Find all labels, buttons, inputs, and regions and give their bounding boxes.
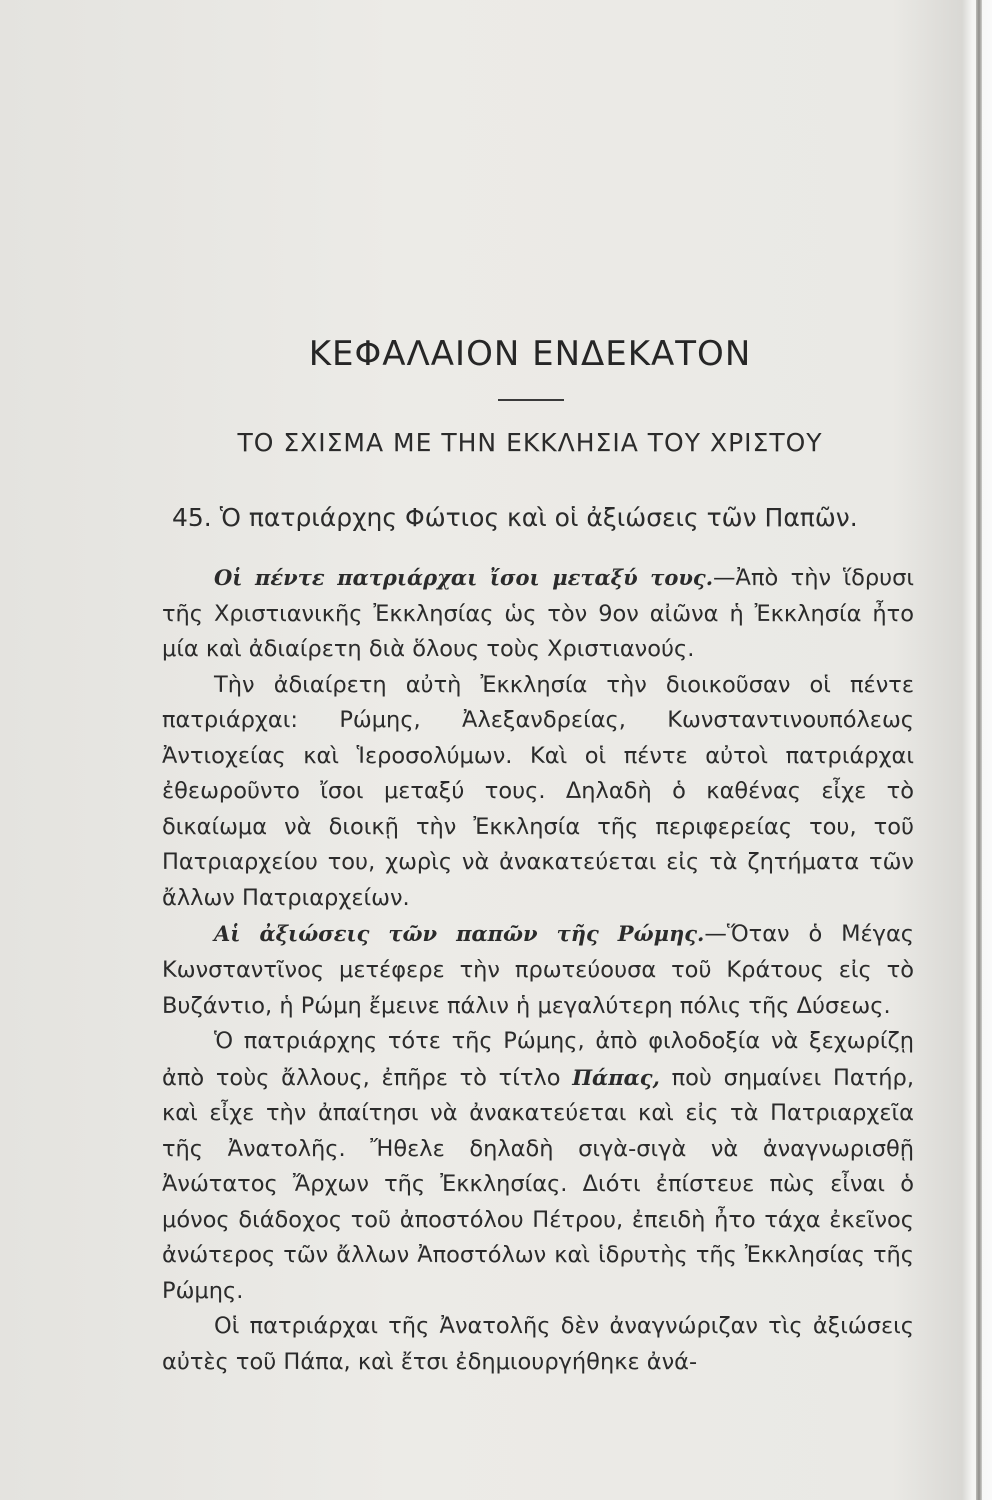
paragraph-text: Ὁ πατριάρχης τότε τῆς Ρώμης, ἀπὸ φιλοδοξία νὰ ξεχωρίζῃ ἀπὸ τοὺς ἄλλους, ἐπῆρε τὸ τίτλο <box>162 1028 914 1091</box>
chapter-title: ΚΕΦΑΛΑΙΟΝ ΕΝΔΕΚΑΤΟΝ <box>308 334 752 374</box>
paragraph-3 <box>162 916 914 1024</box>
paragraph-5 <box>162 1309 914 1380</box>
title-divider <box>498 399 564 401</box>
paragraph-text: Οἱ πατριάρχαι τῆς Ἀνατολῆς δὲν ἀναγνώριζαν τὶς ἀξιώσεις αὐτὲς τοῦ Πάπα, καὶ ἔτσι ἐδημιουργήθηκε ἀνά- <box>162 1313 914 1376</box>
body-text <box>162 560 914 1381</box>
paragraph-4 <box>162 1024 914 1309</box>
paragraph-text: Τὴν ἀδιαίρετη αὐτὴ Ἐκκλησία τὴν διοικοῦσαν οἱ πέντε πατριάρχαι: Ρώμης, Ἀλεξανδρείας, Κωνσταντινουπόλεως Ἀντιοχείας καὶ Ἱεροσολύμων. Καὶ οἱ πέντε αὐτοὶ πατριάρχαι ἐθεωροῦντο ἴσοι μεταξύ τους. Δηλαδὴ ὁ καθένας εἶχε τὸ δικαίωμα νὰ διοικῇ τὴν Ἐκκλησία τῆς περιφερείας του, τοῦ Πατριαρχείου του, χωρὶς νὰ ἀνακατεύεται εἰς τὰ ζητήματα τῶν ἄλλων Πατριαρχείων. <box>162 671 914 911</box>
papas-emphasis: Πάπας, <box>572 1064 660 1090</box>
paragraph-text: —Ἀπὸ τὴν ἵδρυσι τῆς Χριστιανικῆς Ἐκκλησίας ὡς τὸν 9ον αἰῶνα ἡ Ἐκκλησία ἦτο μία καὶ ἀδιαίρετη διὰ ὅλους τοὺς Χριστιανούς. <box>162 565 915 663</box>
paragraph-text: ποὺ σημαίνει Πατήρ, καὶ εἶχε τὴν ἀπαίτησι νὰ ἀνακατεύεται καὶ εἰς τὰ Πατριαρχεῖα τῆς Ἀνατολῆς. Ἤθελε δηλαδὴ σιγὰ-σιγὰ νὰ ἀναγνωρισθῇ Ἀνώτατος Ἄρχων τῆς Ἐκκλησίας. Διότι ἐπίστευε πὼς εἶναι ὁ μόνος διάδοχος τοῦ ἀποστόλου Πέτρου, ἐπειδὴ ἦτο τάχα ἐκεῖνος ἀνώτερος τῶν ἄλλων Ἀποστόλων καὶ ἱδρυτὴς τῆς Ἐκκλησίας τῆς Ρώμης. <box>162 1064 914 1304</box>
section-heading: 45. Ὁ πατριάρχης Φώτιος καὶ οἱ ἀξιώσεις τῶν Παπῶν. <box>172 503 858 532</box>
paragraph-1 <box>162 560 914 668</box>
page-edge <box>976 0 982 1500</box>
paragraph-2 <box>162 668 914 917</box>
paragraph-lead: Οἱ πέντε πατριάρχαι ἴσοι μεταξύ τους. <box>214 565 714 590</box>
paragraph-lead: Αἱ ἀξιώσεις τῶν παπῶν τῆς Ρώμης. <box>214 921 705 947</box>
chapter-subtitle: ΤΟ ΣΧΙΣΜΑ ΜΕ ΤΗΝ ΕΚΚΛΗΣΙΑ ΤΟΥ ΧΡΙΣΤΟΥ <box>237 428 823 457</box>
paragraph-text: —Ὅταν ὁ Μέγας Κωνσταντῖνος μετέφερε τὴν πρωτεύουσα τοῦ Κράτους εἰς τὸ Βυζάντιο, ἡ Ρώμη ἔμεινε πάλιν ἡ μεγαλύτερη πόλις τῆς Δύσεως. <box>162 921 914 1019</box>
